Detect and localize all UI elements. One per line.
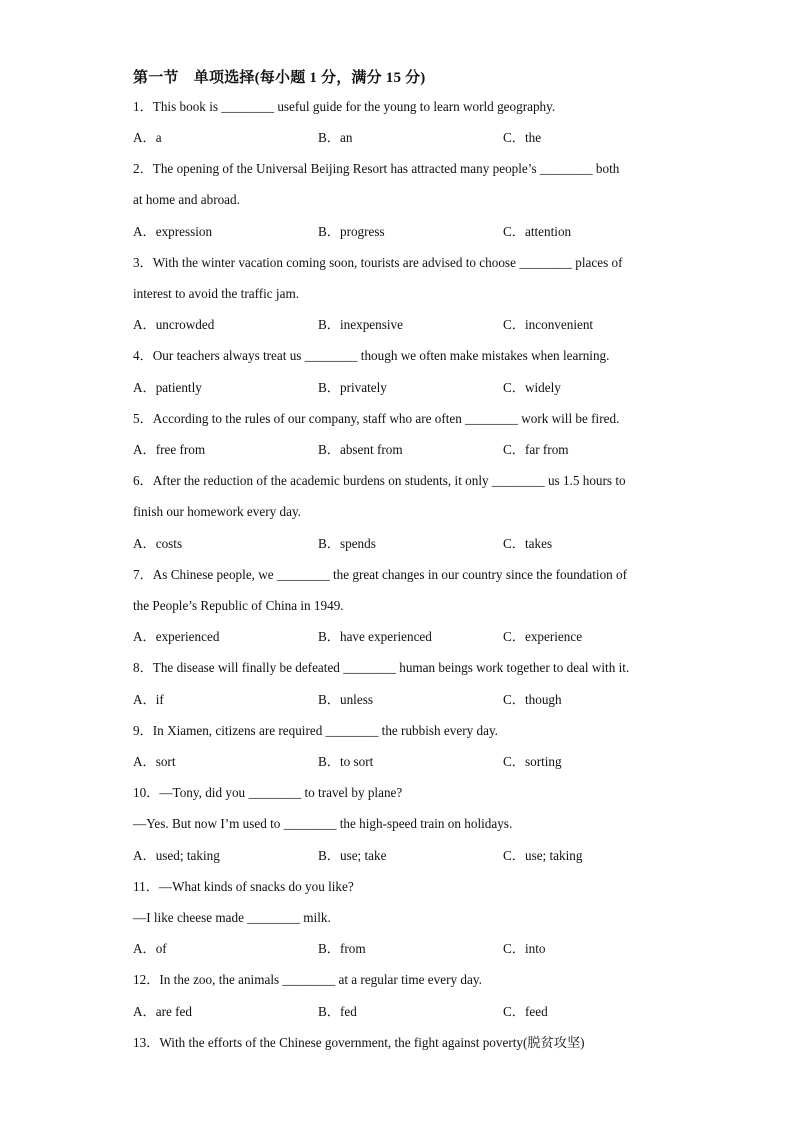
- question-6-option-a: A．costs: [133, 536, 183, 551]
- question-11-text: 11．—What kinds of snacks do you like?: [133, 879, 354, 894]
- question-4-text: 4．Our teachers always treat us ________ though we often make mistakes when learning.: [133, 348, 610, 363]
- question-2-text: 2．The opening of the Universal Beijing Resort has attracted many people’s ________ both: [133, 161, 620, 176]
- question-7-text: 7．As Chinese people, we ________ the great changes in our country since the foundation of: [133, 567, 628, 582]
- question-8-option-a: A．if: [133, 692, 164, 707]
- question-8-option-b: B．unless: [318, 692, 373, 707]
- question-10-text: 10．—Tony, did you ________ to travel by plane?: [133, 785, 403, 800]
- section-title: 第一节 单项选择(每小题 1 分，满分 15 分): [133, 70, 426, 86]
- question-10-text-cont: —Yes. But now I’m used to ________ the high-speed train on holidays.: [133, 816, 513, 831]
- question-10-option-c: C．use; taking: [503, 848, 583, 863]
- question-2-option-a: A．expression: [133, 224, 213, 239]
- question-9-option-b: B．to sort: [318, 754, 374, 769]
- question-3-text: 3．With the winter vacation coming soon, tourists are advised to choose ________ places of: [133, 255, 623, 270]
- question-4-option-c: C．widely: [503, 380, 561, 395]
- question-2-option-b: B．progress: [318, 224, 385, 239]
- question-8-text: 8．The disease will finally be defeated ________ human beings work together to deal with it.: [133, 660, 630, 675]
- question-4-option-b: B．privately: [318, 380, 387, 395]
- question-9-option-a: A．sort: [133, 754, 176, 769]
- question-6-option-c: C．takes: [503, 536, 553, 551]
- question-7-option-c: C．experience: [503, 629, 583, 644]
- question-11-option-a: A．of: [133, 941, 167, 956]
- question-1-option-a: A．a: [133, 130, 162, 145]
- question-7-option-b: B．have experienced: [318, 629, 432, 644]
- question-1-option-c: C．the: [503, 130, 542, 145]
- question-5-text: 5．According to the rules of our company, staff who are often ________ work will be fired.: [133, 411, 620, 426]
- question-8-option-c: C．though: [503, 692, 562, 707]
- question-3-option-c: C．inconvenient: [503, 317, 594, 332]
- question-3-option-b: B．inexpensive: [318, 317, 403, 332]
- question-3-text-cont: interest to avoid the traffic jam.: [133, 286, 300, 301]
- question-13-text: 13．With the efforts of the Chinese government, the fight against poverty(脱贫攻坚): [133, 1035, 585, 1050]
- question-5-option-c: C．far from: [503, 442, 569, 457]
- question-9-option-c: C．sorting: [503, 754, 562, 769]
- question-5-option-b: B．absent from: [318, 442, 403, 457]
- question-12-option-a: A．are fed: [133, 1004, 192, 1019]
- question-6-text-cont: finish our homework every day.: [133, 504, 301, 519]
- question-7-option-a: A．experienced: [133, 629, 220, 644]
- question-2-option-c: C．attention: [503, 224, 572, 239]
- question-10-option-a: A．used; taking: [133, 848, 220, 863]
- question-6-text: 6．After the reduction of the academic burdens on students, it only ________ us 1.5 hours to: [133, 473, 626, 488]
- question-12-option-b: B．fed: [318, 1004, 357, 1019]
- question-6-option-b: B．spends: [318, 536, 376, 551]
- question-3-option-a: A．uncrowded: [133, 317, 215, 332]
- question-12-text: 12．In the zoo, the animals ________ at a regular time every day.: [133, 972, 482, 987]
- question-12-option-c: C．feed: [503, 1004, 548, 1019]
- question-1-option-b: B．an: [318, 130, 353, 145]
- question-11-option-b: B．from: [318, 941, 366, 956]
- question-11-text-cont: —I like cheese made ________ milk.: [133, 910, 331, 925]
- question-5-option-a: A．free from: [133, 442, 206, 457]
- question-7-text-cont: the People’s Republic of China in 1949.: [133, 598, 344, 613]
- question-11-option-c: C．into: [503, 941, 546, 956]
- question-10-option-b: B．use; take: [318, 848, 387, 863]
- question-9-text: 9．In Xiamen, citizens are required ________ the rubbish every day.: [133, 723, 498, 738]
- question-1-text: 1．This book is ________ useful guide for the young to learn world geography.: [133, 99, 556, 114]
- question-2-text-cont: at home and abroad.: [133, 192, 240, 207]
- question-4-option-a: A．patiently: [133, 380, 202, 395]
